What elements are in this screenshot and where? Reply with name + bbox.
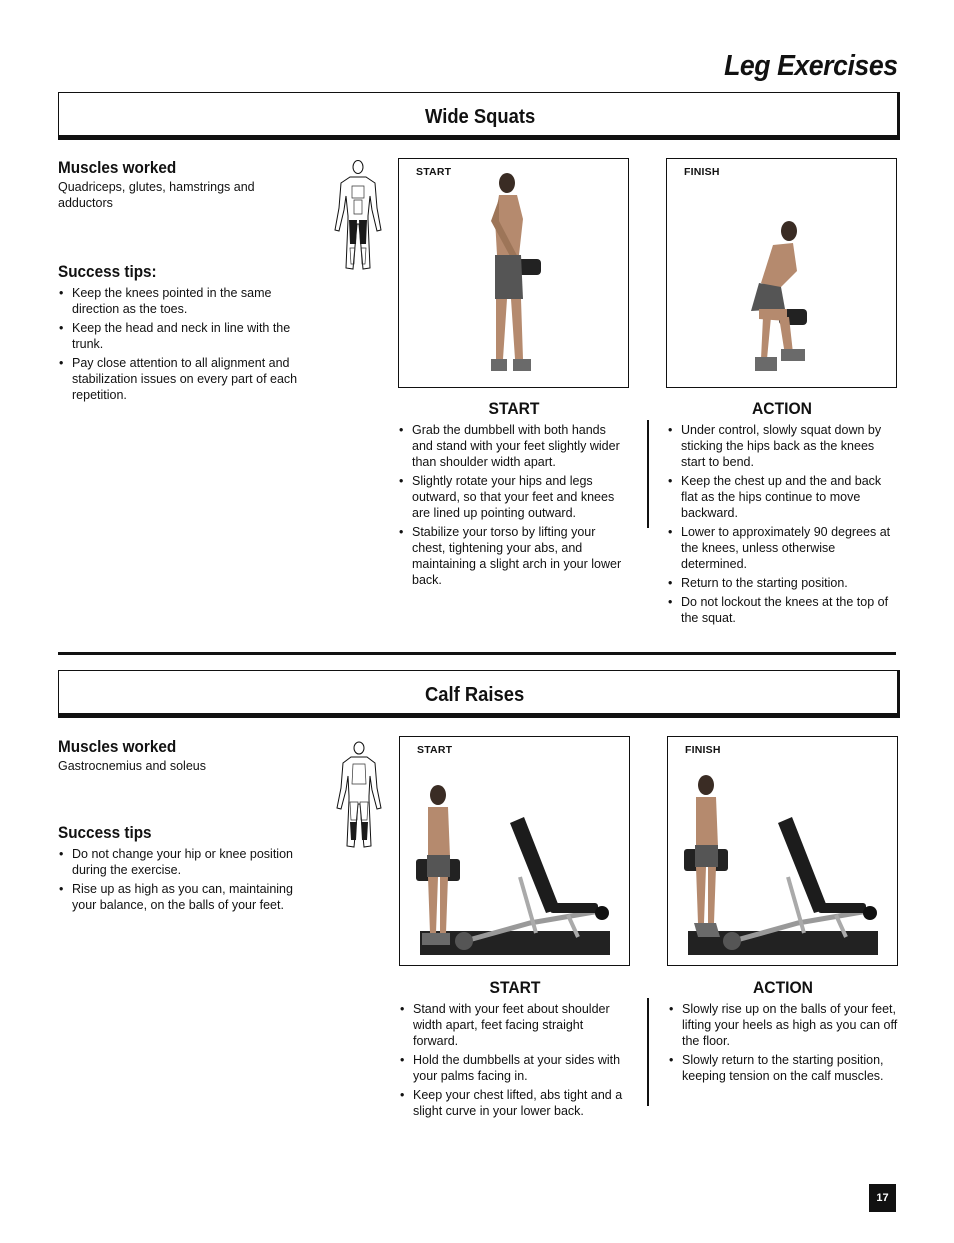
action-steps-list [667, 422, 899, 629]
page-number: 17 [869, 1184, 896, 1212]
list-item: • Slightly rotate your hips and legs outward, so that your feet and knees are lined up pointing outward. [398, 473, 630, 521]
list-item: • Do not change your hip or knee position during the exercise. [58, 846, 316, 878]
squatting-man-with-dumbbell-icon [667, 159, 896, 387]
finish-photo [666, 158, 897, 388]
list-item: • Under control, slowly squat down by sticking the hips back as the knees start to bend. [667, 422, 899, 470]
list-item: • Slowly return to the starting position, keeping tension on the calf muscles. [668, 1052, 900, 1084]
action-steps-list [668, 1001, 900, 1087]
photo-label: FINISH [684, 166, 720, 178]
list-item: • Keep your chest lifted, abs tight and a slight curve in your lower back. [399, 1087, 631, 1119]
page-title: Leg Exercises [724, 50, 898, 82]
list-item: • Slowly rise up on the balls of your feet, lifting your heels as high as you can off the floor. [668, 1001, 900, 1049]
standing-man-with-dumbbell-icon [399, 159, 628, 387]
start-steps-list [398, 422, 630, 591]
action-heading: ACTION [752, 399, 812, 418]
start-heading: START [489, 978, 541, 997]
muscles-worked-text: Quadriceps, glutes, hamstrings and adductors [58, 180, 255, 210]
list-item: • Hold the dumbbells at your sides with your palms facing in. [399, 1052, 631, 1084]
list-item: • Grab the dumbbell with both hands and stand with your feet slightly wider than shoulder width apart. [398, 422, 630, 470]
success-tips-list [58, 846, 316, 916]
list-item: • Keep the chest up and the and back flat as the hips continue to move backward. [667, 473, 899, 521]
section-title: Wide Squats [425, 106, 536, 128]
success-tips-heading: Success tips: [58, 262, 157, 281]
column-divider [647, 420, 649, 528]
photo-label: FINISH [685, 744, 721, 756]
photo-label: START [416, 166, 452, 178]
muscles-worked-text: Gastrocnemius and soleus [58, 759, 206, 773]
start-steps-list [399, 1001, 631, 1122]
list-item: • Stand with your feet about shoulder width apart, feet facing straight forward. [399, 1001, 631, 1049]
list-item: • Keep the head and neck in line with the trunk. [58, 320, 316, 352]
list-item: • Pay close attention to all alignment and stabilization issues on every part of each repetition. [58, 355, 316, 403]
success-tips-heading: Success tips [58, 823, 152, 842]
section-title: Calf Raises [425, 684, 525, 706]
action-heading: ACTION [753, 978, 813, 997]
standing-man-beside-bench-icon [400, 737, 629, 965]
section-header-wide-squats [58, 92, 898, 140]
muscles-worked-heading: Muscles worked [58, 158, 177, 177]
list-item: • Return to the starting position. [667, 575, 899, 591]
section-header-calf-raises [58, 670, 898, 718]
start-photo [398, 158, 629, 388]
section-divider [58, 652, 896, 655]
list-item: • Rise up as high as you can, maintaining your balance, on the balls of your feet. [58, 881, 316, 913]
list-item: • Keep the knees pointed in the same direction as the toes. [58, 285, 316, 317]
man-on-toes-beside-bench-icon [668, 737, 897, 965]
photo-label: START [417, 744, 453, 756]
muscles-worked-heading: Muscles worked [58, 737, 177, 756]
start-heading: START [488, 399, 540, 418]
list-item: • Lower to approximately 90 degrees at the knees, unless otherwise determined. [667, 524, 899, 572]
column-divider [647, 998, 649, 1106]
start-photo [399, 736, 630, 966]
anatomy-figure-icon [330, 158, 386, 272]
finish-photo [667, 736, 898, 966]
anatomy-figure-icon [333, 740, 385, 850]
success-tips-list [58, 285, 316, 406]
list-item: • Do not lockout the knees at the top of the squat. [667, 594, 899, 626]
list-item: • Stabilize your torso by lifting your chest, tightening your abs, and maintaining a slight arch in your lower back. [398, 524, 630, 588]
